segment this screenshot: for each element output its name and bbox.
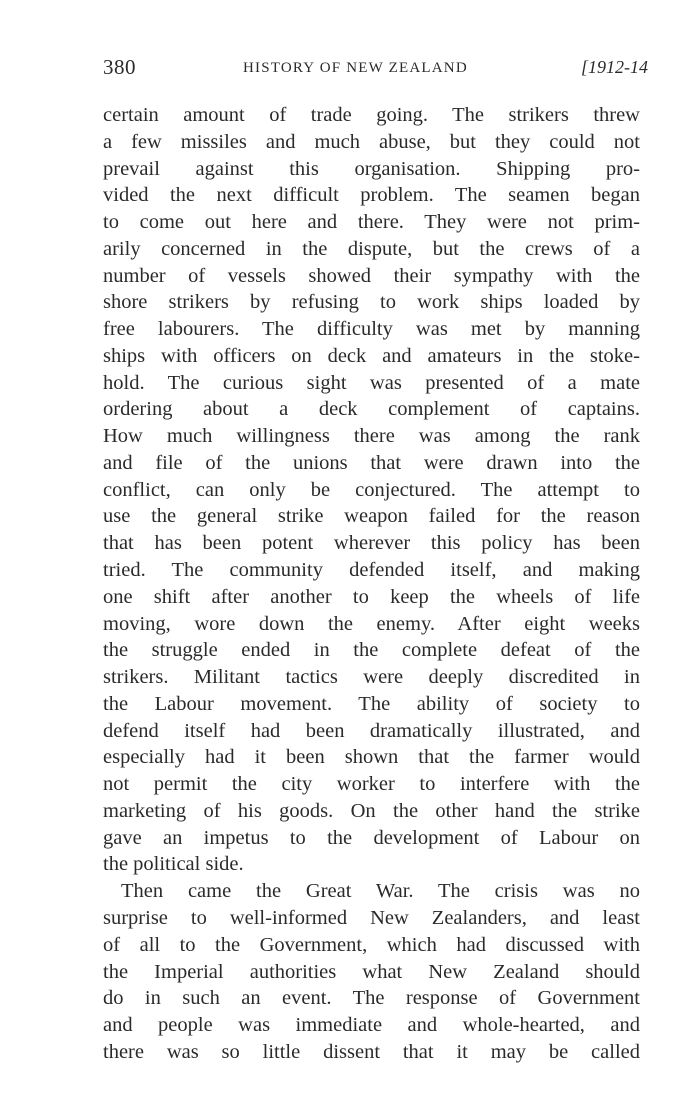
text-line: strikers. Militant tactics were deeply discredited in	[103, 666, 640, 689]
text-line: there was so little dissent that it may be called	[103, 1040, 640, 1063]
text-line: How much willingness there was among the rank	[103, 425, 640, 448]
text-line: prevail against this organisation. Shipping pro-	[103, 157, 640, 180]
text-line: ships with officers on deck and amateurs in the stoke-	[103, 344, 640, 367]
page-number: 380	[103, 55, 136, 79]
date-range: [1912-14	[581, 57, 648, 77]
text-line: arily concerned in the dispute, but the crews of a	[103, 237, 640, 260]
text-line: use the general strike weapon failed for the reason	[103, 505, 640, 528]
text-line: free labourers. The difficulty was met by manning	[103, 318, 640, 341]
text-line: and file of the unions that were drawn into the	[103, 451, 640, 474]
paragraph-start-line: Then came the Great War. The crisis was no	[121, 880, 640, 903]
text-line: one shift after another to keep the wheels of life	[103, 585, 640, 608]
text-line: the Imperial authorities what New Zealand should	[103, 960, 640, 983]
text-line: that has been potent wherever this policy has been	[103, 532, 640, 555]
text-line: shore strikers by refusing to work ships loaded by	[103, 291, 640, 314]
running-title: HISTORY OF NEW ZEALAND	[243, 60, 468, 76]
text-line: especially had it been shown that the farmer would	[103, 746, 640, 769]
page-header	[103, 55, 648, 85]
text-line: conflict, can only be conjectured. The attempt to	[103, 478, 640, 501]
text-line: do in such an event. The response of Government	[103, 987, 640, 1010]
paragraph-end-line: the political side.	[103, 853, 244, 876]
text-line: certain amount of trade going. The strikers threw	[103, 104, 640, 126]
text-line: not permit the city worker to interfere with the	[103, 773, 640, 796]
text-line: a few missiles and much abuse, but they could not	[103, 130, 640, 153]
text-line: ordering about a deck complement of captains.	[103, 398, 640, 421]
text-line: of all to the Government, which had discussed with	[103, 933, 640, 956]
text-line: hold. The curious sight was presented of a mate	[103, 371, 640, 394]
text-line: tried. The community defended itself, and making	[103, 559, 640, 582]
text-line: to come out here and there. They were not prim-	[103, 211, 640, 234]
text-line: gave an impetus to the development of Labour on	[103, 826, 640, 849]
text-line: defend itself had been dramatically illustrated, and	[103, 719, 640, 742]
text-line: the struggle ended in the complete defeat of the	[103, 639, 640, 662]
text-line: number of vessels showed their sympathy with the	[103, 264, 640, 287]
text-line: the Labour movement. The ability of society to	[103, 692, 640, 715]
text-line: moving, wore down the enemy. After eight weeks	[103, 612, 640, 635]
text-line: and people was immediate and whole-hearted, and	[103, 1014, 640, 1037]
body-text	[103, 102, 640, 1066]
text-line: surprise to well-informed New Zealanders, and least	[103, 906, 640, 929]
text-line: vided the next difficult problem. The seamen began	[103, 184, 640, 207]
text-line: marketing of his goods. On the other hand the strike	[103, 799, 640, 822]
